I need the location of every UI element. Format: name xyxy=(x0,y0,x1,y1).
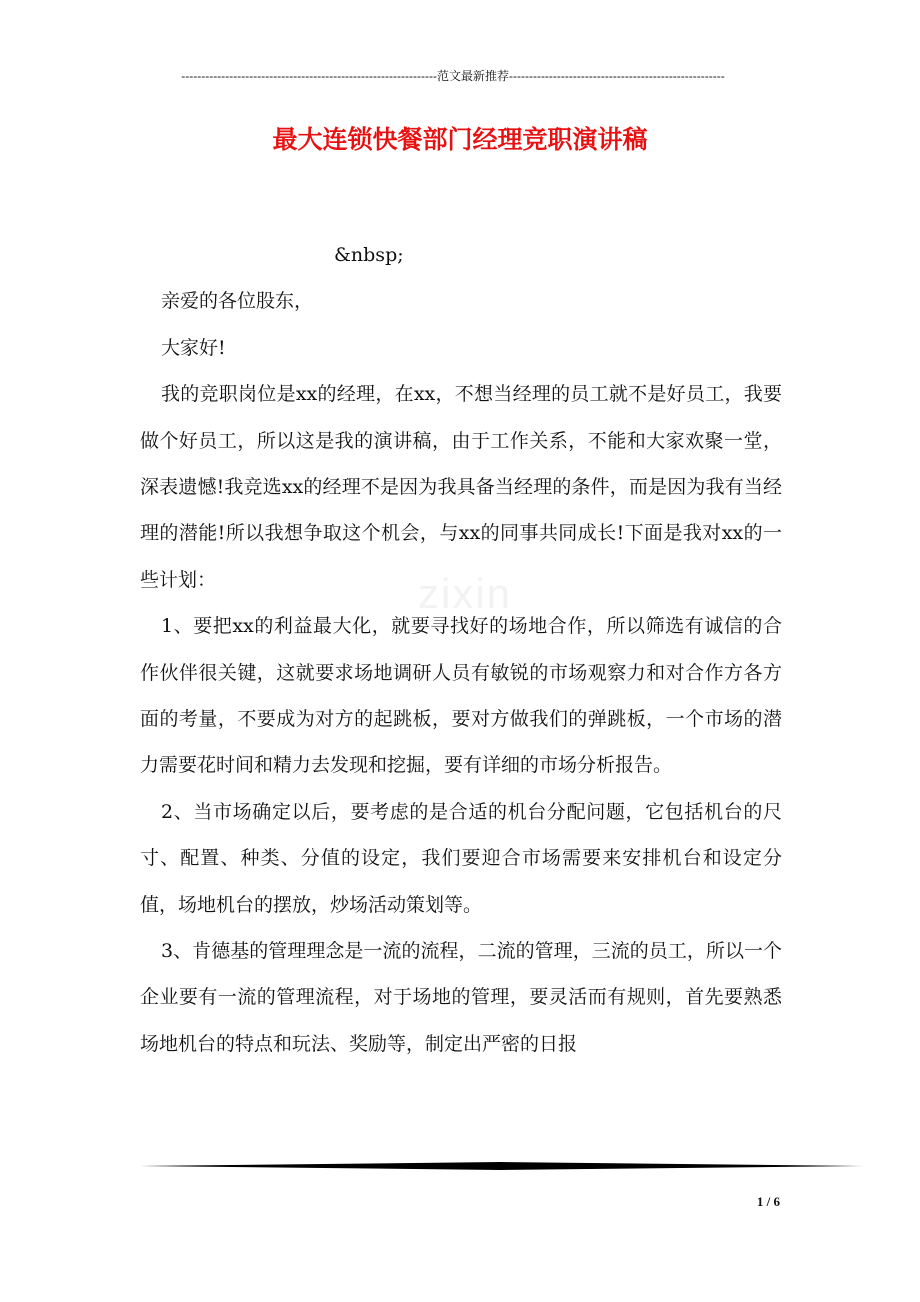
nbsp-text: &nbsp; xyxy=(334,244,404,266)
document-body xyxy=(140,232,782,1067)
paragraph-plan-3: 3、肯德基的管理理念是一流的流程，二流的管理，三流的员工，所以一个企业要有一流的管理流程，对于场地的管理，要灵活而有规则，首先要熟悉场地机台的特点和玩法、奖励等，制定出严密的日报 xyxy=(140,940,782,1055)
paragraph-plan-1: 1、要把xx的利益最大化，就要寻找好的场地合作，所以筛选有诚信的合作伙伴很关键，这就要求场地调研人员有敏锐的市场观察力和对合作方各方面的考量，不要成为对方的起跳板，要对方做我们的弹跳板，一个市场的潜力需要花时间和精力去发现和挖掘，要有详细的市场分析报告。 xyxy=(140,615,782,777)
greeting: 大家好! xyxy=(161,336,226,359)
document-title: 最大连锁快餐部门经理竞职演讲稿 xyxy=(272,125,648,154)
footer-rule xyxy=(140,1160,862,1172)
paragraph-plan-2: 2、当市场确定以后，要考虑的是合适的机台分配问题，它包括机台的尺寸、配置、种类、分值的设定，我们要迎合市场需要来安排机台和设定分值，场地机台的摆放，炒场活动策划等。 xyxy=(140,800,782,916)
header-dashed-line: ----------------------------------------------------------------范文最新推荐------------------------------------------------------ xyxy=(181,69,725,83)
paragraph-intro: 我的竞职岗位是xx的经理，在xx，不想当经理的员工就不是好员工，我要做个好员工，所以这是我的演讲稿，由于工作关系，不能和大家欢聚一堂，深表遗憾!我竞选xx的经理不是因为我具备当经理的条件，而是因为我有当经理的潜能!所以我想争取这个机会，与xx的同事共同成长!下面是我对xx的一些计划： xyxy=(140,383,782,591)
salutation: 亲爱的各位股东， xyxy=(161,290,314,313)
page-indicator: 1 / 6 xyxy=(756,1194,780,1209)
watermark: zixin xyxy=(418,570,513,617)
